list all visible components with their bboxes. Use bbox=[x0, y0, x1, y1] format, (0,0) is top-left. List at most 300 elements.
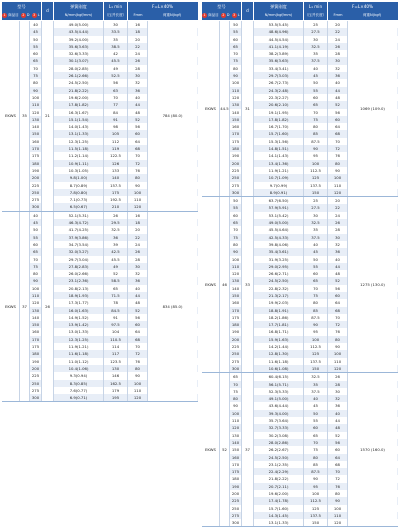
cell-rate: 26.0(2.66) bbox=[54, 270, 104, 277]
right-spec-table bbox=[202, 2, 398, 527]
cell-lmin: 36 bbox=[104, 234, 128, 241]
cell-lmin: 40 bbox=[304, 241, 328, 248]
cell-lmin: 85 bbox=[304, 307, 328, 314]
cell-L: 250 bbox=[230, 350, 242, 357]
cell-fmm: 48 bbox=[328, 424, 348, 431]
cell-rate: 10.4(1.06) bbox=[54, 365, 104, 372]
group-d-label: 31 bbox=[242, 21, 254, 196]
cell-lmin: 35 bbox=[304, 50, 328, 57]
header-d-label: d bbox=[246, 8, 249, 13]
cell-L: 60 bbox=[30, 50, 42, 57]
cell-L: 120 bbox=[230, 424, 242, 431]
cell-lmin: 37.5 bbox=[304, 234, 328, 241]
cell-L: 250 bbox=[230, 505, 242, 512]
spring-group bbox=[202, 21, 398, 196]
cell-fmm: 36 bbox=[328, 402, 348, 409]
cell-lmin: 146 bbox=[104, 372, 128, 379]
cell-fmm: 44 bbox=[328, 87, 348, 94]
header-f-title: F=L×40% bbox=[351, 4, 374, 9]
cell-L: 140 bbox=[30, 314, 42, 321]
cell-L: 160 bbox=[30, 328, 42, 335]
cell-rate: 30.1(3.07) bbox=[54, 57, 104, 64]
cell-L: 90 bbox=[30, 277, 42, 284]
cell-rate: 15.7(1.60) bbox=[254, 130, 304, 137]
cell-lmin: 80 bbox=[304, 454, 328, 461]
cell-rate: 43.5(4.44) bbox=[54, 28, 104, 35]
cell-fmm: 90 bbox=[128, 372, 148, 379]
cell-rate: 14.9(1.52) bbox=[54, 314, 104, 321]
cell-fmm: 60 bbox=[128, 130, 148, 137]
header-model bbox=[202, 2, 242, 20]
table-body bbox=[2, 21, 198, 402]
cell-L: 190 bbox=[230, 328, 242, 335]
cell-rate: 9.8(1.00) bbox=[54, 174, 104, 181]
cell-rate: 16.7(1.70) bbox=[254, 123, 304, 130]
cell-L: 100 bbox=[30, 285, 42, 292]
cell-fmm: 76 bbox=[128, 358, 148, 365]
cell-L: 300 bbox=[230, 519, 242, 526]
cell-lmin: 32.5 bbox=[304, 43, 328, 50]
cell-rate: 52.1(5.31) bbox=[54, 212, 104, 219]
cell-rate: 60.4(6.15) bbox=[254, 373, 304, 380]
cell-rate: 30.2(3.08) bbox=[254, 432, 304, 439]
cell-lmin: 123.5 bbox=[104, 358, 128, 365]
cell-L: 175 bbox=[230, 314, 242, 321]
cell-L: 65 bbox=[230, 219, 242, 226]
cell-rate: 26.2(2.67) bbox=[254, 446, 304, 453]
cell-fmm: 48 bbox=[328, 94, 348, 101]
cell-fmm: 90 bbox=[328, 343, 348, 350]
cell-rate: 21.3(2.17) bbox=[254, 292, 304, 299]
cell-L: 50 bbox=[30, 226, 42, 233]
circle-marker-3: 3 bbox=[32, 12, 36, 17]
cell-lmin: 75 bbox=[304, 116, 328, 123]
cell-lmin: 35 bbox=[104, 36, 128, 43]
cell-fmm: 22 bbox=[128, 234, 148, 241]
cell-rate: 8.9(0.91) bbox=[254, 189, 304, 196]
cell-rate: 16.8(1.71) bbox=[254, 328, 304, 335]
cell-L: 100 bbox=[230, 410, 242, 417]
cell-lmin: 112.5 bbox=[304, 167, 328, 174]
cell-lmin: 114 bbox=[104, 343, 128, 350]
header-model-sub bbox=[202, 11, 241, 20]
cell-lmin: 52.5 bbox=[104, 72, 128, 79]
cell-L: 130 bbox=[30, 116, 42, 123]
cell-lmin: 63 bbox=[104, 87, 128, 94]
cell-L: 175 bbox=[230, 138, 242, 145]
cell-L: 140 bbox=[230, 439, 242, 446]
cell-L: 300 bbox=[230, 365, 242, 372]
cell-L: 275 bbox=[30, 387, 42, 394]
cell-fmm: 22 bbox=[328, 204, 348, 211]
cell-rate: 39.8(4.06) bbox=[254, 241, 304, 248]
cell-lmin: 56 bbox=[104, 79, 128, 86]
cell-lmin: 60 bbox=[304, 270, 328, 277]
cell-rate: 49.1(5.00) bbox=[254, 395, 304, 402]
cell-L: 130 bbox=[30, 307, 42, 314]
cell-rate: 8.7(0.89) bbox=[54, 182, 104, 189]
header-sub-label-2: D bbox=[226, 13, 230, 17]
cell-lmin: 50 bbox=[304, 256, 328, 263]
cell-rate: 14.8(1.51) bbox=[254, 145, 304, 152]
cell-L: 130 bbox=[230, 277, 242, 284]
cell-rate: 12.3(1.25) bbox=[54, 138, 104, 145]
cell-rate: 13.4(1.36) bbox=[254, 160, 304, 167]
cell-rate: 11.6(1.18) bbox=[254, 358, 304, 365]
group-d-label: 33 bbox=[242, 197, 254, 372]
cell-rate: 11.9(1.21) bbox=[254, 167, 304, 174]
cell-fmm: 70 bbox=[328, 314, 348, 321]
cell-lmin: 98 bbox=[104, 123, 128, 130]
cell-L: 40 bbox=[30, 21, 42, 28]
cell-lmin: 40 bbox=[304, 395, 328, 402]
cell-L: 160 bbox=[230, 299, 242, 306]
cell-rate: 57.9(5.91) bbox=[254, 204, 304, 211]
cell-L: 250 bbox=[230, 174, 242, 181]
circle-marker-2: 2 bbox=[222, 12, 225, 17]
cell-L: 80 bbox=[230, 65, 242, 72]
cell-lmin: 78 bbox=[104, 299, 128, 306]
cell-L: 110 bbox=[230, 417, 242, 424]
cell-rate: 6.5(0.67) bbox=[54, 203, 104, 210]
cell-L: 225 bbox=[30, 372, 42, 379]
cell-L: 180 bbox=[230, 145, 242, 152]
cell-rate: 13.1(1.33) bbox=[54, 130, 104, 137]
cell-lmin: 150 bbox=[304, 189, 328, 196]
cell-lmin: 137.5 bbox=[304, 182, 328, 189]
cell-rate: 11.9(1.21) bbox=[54, 343, 104, 350]
cell-fmm: 64 bbox=[128, 328, 148, 335]
cell-fmm: 22 bbox=[128, 43, 148, 50]
cell-fmm: 30 bbox=[328, 57, 348, 64]
cell-rate: 17.7(1.81) bbox=[254, 321, 304, 328]
cell-lmin: 65 bbox=[304, 432, 328, 439]
cell-fmm: 26 bbox=[128, 57, 148, 64]
cell-lmin: 112.5 bbox=[304, 497, 328, 504]
cell-lmin: 125 bbox=[304, 350, 328, 357]
cell-lmin: 38.5 bbox=[104, 43, 128, 50]
cell-L: 50 bbox=[230, 197, 242, 204]
group-D-label: 52 bbox=[220, 373, 230, 526]
cell-lmin: 100 bbox=[304, 490, 328, 497]
cell-lmin: 29.5 bbox=[104, 219, 128, 226]
group-D-label: 37 bbox=[20, 212, 30, 402]
cell-fmm: 100 bbox=[328, 505, 348, 512]
cell-fmm: 20 bbox=[328, 21, 348, 28]
group-d-label: 37 bbox=[242, 373, 254, 526]
cell-lmin: 130 bbox=[104, 365, 128, 372]
cell-rate: 20.6(2.10) bbox=[254, 101, 304, 108]
cell-L: 70 bbox=[30, 65, 42, 72]
cell-fmm: 52 bbox=[128, 307, 148, 314]
cell-rate: 7.8(0.80) bbox=[54, 189, 104, 196]
cell-fmm: 40 bbox=[328, 79, 348, 86]
cell-L: 75 bbox=[30, 72, 42, 79]
cell-lmin: 137.5 bbox=[304, 358, 328, 365]
cell-fmm: 72 bbox=[128, 350, 148, 357]
cell-fmm: 64 bbox=[328, 123, 348, 130]
cell-fmm: 100 bbox=[128, 189, 148, 196]
cell-L: 250 bbox=[30, 189, 42, 196]
cell-fmm: 30 bbox=[128, 263, 148, 270]
cell-lmin: 45 bbox=[304, 248, 328, 255]
cell-lmin: 75 bbox=[304, 446, 328, 453]
cell-L: 110 bbox=[230, 263, 242, 270]
cell-rate: 26.1(2.66) bbox=[54, 72, 104, 79]
cell-fmm: 28 bbox=[328, 50, 348, 57]
cell-L: 150 bbox=[230, 292, 242, 299]
cell-rate: 35.6(3.63) bbox=[54, 43, 104, 50]
cell-fmm: 48 bbox=[128, 299, 148, 306]
cell-lmin: 84.5 bbox=[104, 307, 128, 314]
cell-L: 250 bbox=[30, 380, 42, 387]
cell-rate: 44.5(4.54) bbox=[254, 36, 304, 43]
cell-L: 160 bbox=[230, 454, 242, 461]
cell-lmin: 90 bbox=[304, 475, 328, 482]
cell-rate: 31.9(3.25) bbox=[254, 256, 304, 263]
cell-lmin: 58.5 bbox=[104, 277, 128, 284]
cell-fmm: 36 bbox=[328, 72, 348, 79]
cell-L: 65 bbox=[30, 248, 42, 255]
cell-rate: 13.1(1.33) bbox=[254, 519, 304, 526]
cell-lmin: 45 bbox=[304, 72, 328, 79]
cell-fmm: 110 bbox=[328, 358, 348, 365]
cell-lmin: 70 bbox=[304, 109, 328, 116]
cell-lmin: 125 bbox=[304, 505, 328, 512]
circle-marker-2: 2 bbox=[22, 12, 25, 17]
cell-lmin: 175 bbox=[104, 189, 128, 196]
cell-fmm: 60 bbox=[328, 446, 348, 453]
cell-lmin: 210 bbox=[104, 203, 128, 210]
cell-L: 275 bbox=[230, 512, 242, 519]
cell-lmin: 30 bbox=[304, 212, 328, 219]
cell-rate: 53.5(5.45) bbox=[254, 21, 304, 28]
cell-fmm: 28 bbox=[328, 381, 348, 388]
cell-L: 100 bbox=[30, 94, 42, 101]
cell-L: 190 bbox=[230, 483, 242, 490]
cell-lmin: 91 bbox=[104, 116, 128, 123]
cell-rate: 9.3(0.94) bbox=[54, 372, 104, 379]
cell-L: 180 bbox=[230, 475, 242, 482]
cell-L: 130 bbox=[230, 432, 242, 439]
cell-rate: 20.8(2.13) bbox=[54, 285, 104, 292]
cell-fmm: 18 bbox=[128, 28, 148, 35]
cell-rate: 10.7(1.09) bbox=[254, 174, 304, 181]
cell-L: 120 bbox=[30, 109, 42, 116]
cell-L: 65 bbox=[30, 57, 42, 64]
cell-L: 275 bbox=[230, 182, 242, 189]
cell-L: 75 bbox=[30, 263, 42, 270]
cell-fmm: 110 bbox=[328, 182, 348, 189]
cell-lmin: 157.5 bbox=[104, 182, 128, 189]
cell-rate: 19.9(2.03) bbox=[254, 299, 304, 306]
cell-lmin: 30 bbox=[104, 21, 128, 28]
cell-L: 110 bbox=[230, 87, 242, 94]
cell-lmin: 55 bbox=[304, 263, 328, 270]
cell-L: 200 bbox=[230, 336, 242, 343]
header-f-sub bbox=[328, 11, 397, 20]
header-d bbox=[42, 2, 54, 20]
cell-rate: 15.7(1.60) bbox=[254, 505, 304, 512]
cell-fmm: 60 bbox=[328, 116, 348, 123]
cell-rate: 15.1(1.54) bbox=[54, 116, 104, 123]
cell-fmm: 64 bbox=[128, 138, 148, 145]
cell-lmin: 104 bbox=[104, 328, 128, 335]
cell-lmin: 119 bbox=[104, 145, 128, 152]
cell-lmin: 100 bbox=[304, 160, 328, 167]
cell-rate: 23.1(2.36) bbox=[54, 277, 104, 284]
cell-lmin: 97.5 bbox=[104, 321, 128, 328]
cell-lmin: 60 bbox=[304, 94, 328, 101]
header-spring-rate-title: 弹簧刚度 bbox=[70, 4, 87, 9]
group-code-label: EKWS bbox=[202, 21, 220, 196]
cell-rate: 13.0(1.33) bbox=[54, 328, 104, 335]
cell-rate: 24.5(2.50) bbox=[54, 79, 104, 86]
cell-fmm: 40 bbox=[128, 94, 148, 101]
cell-fmm: 36 bbox=[128, 277, 148, 284]
cell-rate: 38.2(3.89) bbox=[254, 50, 304, 57]
cell-rate: 41.7(4.25) bbox=[54, 226, 104, 233]
cell-lmin: 192.5 bbox=[104, 196, 128, 203]
cell-rate: 21.8(2.22) bbox=[54, 87, 104, 94]
cell-rate: 56.1(5.71) bbox=[254, 381, 304, 388]
cell-L: 90 bbox=[230, 248, 242, 255]
cell-fmm: 28 bbox=[128, 256, 148, 263]
cell-L: 160 bbox=[30, 138, 42, 145]
cell-L: 80 bbox=[230, 241, 242, 248]
cell-fmm: 30 bbox=[128, 72, 148, 79]
cell-lmin: 162.5 bbox=[104, 380, 128, 387]
cell-fmm: 20 bbox=[128, 36, 148, 43]
cell-rate: 8.3(0.85) bbox=[54, 380, 104, 387]
cell-rate: 16.0(1.63) bbox=[54, 307, 104, 314]
cell-fmm: 48 bbox=[328, 270, 348, 277]
cell-L: 70 bbox=[230, 226, 242, 233]
cell-fmm: 68 bbox=[328, 307, 348, 314]
cell-fmm: 44 bbox=[128, 101, 148, 108]
cell-L: 75 bbox=[230, 234, 242, 241]
cell-lmin: 84 bbox=[104, 109, 128, 116]
cell-fmm: 16 bbox=[128, 212, 148, 219]
cell-rate: 29.0(2.95) bbox=[254, 263, 304, 270]
group-D-label: 35 bbox=[20, 21, 30, 211]
cell-lmin: 137.5 bbox=[304, 512, 328, 519]
cell-fmm: 44 bbox=[328, 417, 348, 424]
cell-fmm: 110 bbox=[128, 196, 148, 203]
cell-lmin: 80 bbox=[304, 299, 328, 306]
cell-rate: 7.1(0.73) bbox=[54, 196, 104, 203]
cell-L: 170 bbox=[230, 130, 242, 137]
cell-L: 225 bbox=[230, 497, 242, 504]
cell-L: 190 bbox=[30, 358, 42, 365]
cell-L: 55 bbox=[230, 28, 242, 35]
cell-lmin: 122.5 bbox=[104, 152, 128, 159]
cell-rate: 19.6(2.00) bbox=[54, 94, 104, 101]
cell-lmin: 65 bbox=[304, 101, 328, 108]
cell-rate: 13.9(1.42) bbox=[54, 321, 104, 328]
header-sub-label-1: 商品目 bbox=[208, 13, 219, 17]
cell-fmm: 28 bbox=[128, 65, 148, 72]
cell-lmin: 95 bbox=[304, 328, 328, 335]
header-f-sub bbox=[128, 11, 197, 20]
cell-lmin: 95 bbox=[304, 152, 328, 159]
group-load-label: 1275 (130.0) bbox=[348, 197, 397, 372]
cell-rate: 11.5(1.18) bbox=[54, 145, 104, 152]
cell-rate: 46.3(4.72) bbox=[54, 219, 104, 226]
header-spring-rate bbox=[254, 2, 304, 20]
cell-rate: 32.7(3.33) bbox=[254, 424, 304, 431]
left-spec-table bbox=[2, 2, 198, 402]
cell-rate: 6.9(0.71) bbox=[54, 394, 104, 401]
cell-lmin: 45.5 bbox=[104, 57, 128, 64]
cell-L: 75 bbox=[230, 388, 242, 395]
cell-rate: 63.7(6.50) bbox=[254, 197, 304, 204]
cell-L: 80 bbox=[30, 79, 42, 86]
cell-L: 140 bbox=[30, 123, 42, 130]
cell-fmm: 26 bbox=[328, 43, 348, 50]
cell-L: 120 bbox=[230, 270, 242, 277]
cell-rate: 35.6(3.63) bbox=[254, 57, 304, 64]
cell-fmm: 80 bbox=[328, 160, 348, 167]
cell-fmm: 40 bbox=[328, 256, 348, 263]
cell-rate: 52.3(5.33) bbox=[254, 388, 304, 395]
spring-group bbox=[202, 372, 398, 526]
cell-fmm: 60 bbox=[128, 321, 148, 328]
cell-lmin: 32.5 bbox=[304, 373, 328, 380]
cell-rate: 14.2(1.44) bbox=[254, 343, 304, 350]
cell-L: 190 bbox=[230, 152, 242, 159]
cell-L: 160 bbox=[230, 123, 242, 130]
cell-rate: 10.6(1.08) bbox=[254, 365, 304, 372]
cell-fmm: 110 bbox=[128, 387, 148, 394]
cell-fmm: 24 bbox=[328, 36, 348, 43]
cell-L: 170 bbox=[230, 307, 242, 314]
group-d-label: 26 bbox=[42, 212, 54, 402]
cell-L: 60 bbox=[30, 241, 42, 248]
cell-fmm: 22 bbox=[328, 28, 348, 35]
cell-L: 150 bbox=[230, 116, 242, 123]
cell-lmin: 49 bbox=[104, 263, 128, 270]
cell-fmm: 32 bbox=[328, 395, 348, 402]
cell-lmin: 91 bbox=[104, 314, 128, 321]
cell-fmm: 32 bbox=[328, 65, 348, 72]
cell-L: 150 bbox=[30, 130, 42, 137]
cell-L: 180 bbox=[230, 321, 242, 328]
cell-L: 65 bbox=[230, 43, 242, 50]
cell-rate: 48.6(4.96) bbox=[254, 28, 304, 35]
cell-rate: 49.0(5.00) bbox=[54, 21, 104, 28]
header-model-sub bbox=[2, 11, 41, 20]
cell-rate: 10.3(1.05) bbox=[54, 167, 104, 174]
cell-fmm: 90 bbox=[128, 182, 148, 189]
cell-lmin: 150 bbox=[304, 365, 328, 372]
cell-lmin: 42 bbox=[104, 50, 128, 57]
cell-L: 300 bbox=[30, 394, 42, 401]
header-f bbox=[328, 2, 397, 20]
cell-rate: 43.6(4.44) bbox=[254, 402, 304, 409]
spring-group bbox=[2, 21, 198, 211]
cell-fmm: 20 bbox=[328, 197, 348, 204]
cell-lmin: 71.5 bbox=[104, 292, 128, 299]
cell-rate: 32.0(3.27) bbox=[54, 248, 104, 255]
group-load-label: 1069 (109.0) bbox=[348, 21, 397, 196]
cell-L: 110 bbox=[30, 101, 42, 108]
cell-rate: 32.6(3.33) bbox=[54, 50, 104, 57]
cell-L: 110 bbox=[30, 292, 42, 299]
cell-fmm: 70 bbox=[328, 138, 348, 145]
cell-fmm: 68 bbox=[128, 145, 148, 152]
cell-rate: 39.2(4.00) bbox=[54, 36, 104, 43]
